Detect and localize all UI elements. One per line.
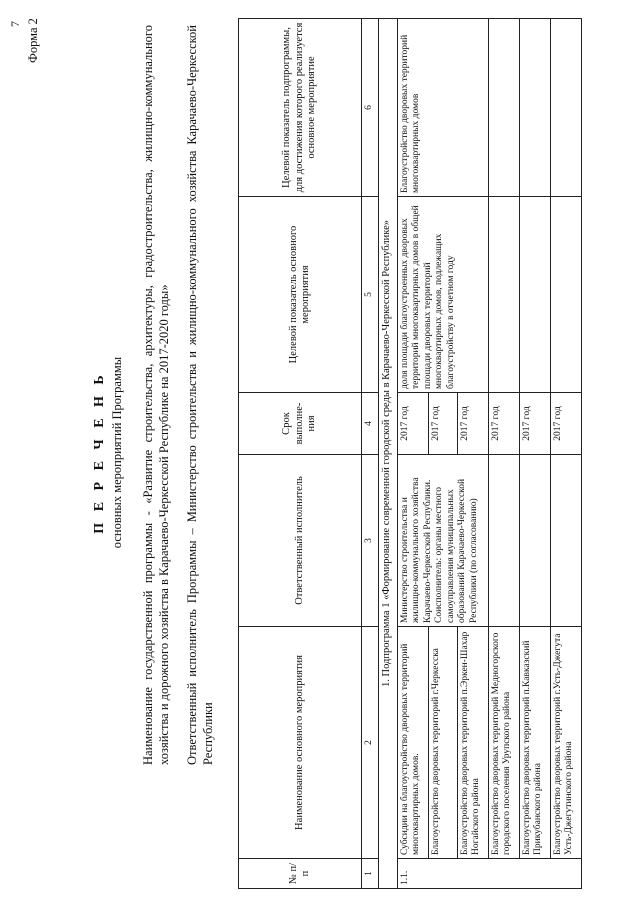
- empty-cell: [488, 455, 519, 627]
- term-cell: 2017 год: [428, 393, 457, 455]
- program-indicator-cell: Благоустройство дворовых территорий многоквартирных домов: [397, 19, 488, 197]
- indicator-cell: доля площади благоустроенных дворовых территорий многоквартирных домов в общей площади дворовых территорий многоквартирных домов, подлежащих благоустройству в отчетном году: [397, 197, 488, 393]
- column-number: 2: [362, 627, 379, 859]
- empty-cell: [519, 197, 550, 393]
- header-num: № п/п: [239, 859, 362, 889]
- empty-cell: [550, 197, 581, 393]
- document-subtitle: основных мероприятий Программы: [110, 356, 124, 549]
- section-row: [378, 19, 397, 889]
- program-name-paragraph: Наименование государственной программы - «Развитие строительства, архитектуры, градостроительства, жилищно-коммунального хозяйства и дорожного хозяйства в Карачаево-Черкесской Республике на 2017-2020 годы»: [141, 25, 171, 765]
- column-number: 4: [362, 393, 379, 455]
- empty-cell: [550, 455, 581, 627]
- measure-name: Благоустройство дворовых территорий г.Черкесска: [428, 627, 457, 859]
- header-name: Наименование основного мероприятия: [239, 627, 362, 859]
- term-cell: 2017 год: [519, 393, 550, 455]
- document-title: П Е Р Е Ч Е Н Ь: [92, 371, 107, 534]
- executor-paragraph: Ответственный исполнитель Программы – Министерство строительства и жилищно-коммунального хозяйства Карачаево-Черкесской Республики: [185, 25, 215, 765]
- header-term: Срок выполне-ния: [239, 393, 362, 455]
- measure-name: Благоустройство дворовых территорий г.Усть-Джегута Усть-Джегутинского района: [550, 627, 581, 859]
- empty-cell: [519, 455, 550, 627]
- empty-cell: [519, 19, 550, 197]
- header-program-indicator: Целевой показатель подпрограммы, для достижения которого реализуется основное мероприятие: [239, 19, 362, 197]
- measure-name: Благоустройство дворовых территорий п.Кавказский Прикубанского района: [519, 627, 550, 859]
- measure-name: Благоустройство дворовых территорий п.Эркен-Шахар Ногайского района: [457, 627, 488, 859]
- page-number: 7: [8, 21, 22, 27]
- term-cell: 2017 год: [397, 393, 428, 455]
- column-number: 1: [362, 859, 379, 889]
- term-cell: 2017 год: [550, 393, 581, 455]
- table-row: [550, 19, 581, 889]
- measures-table: [238, 18, 582, 889]
- header-indicator: Целевой показатель основного мероприятия: [239, 197, 362, 393]
- table-row: [397, 19, 428, 889]
- row-number: 1.1.: [397, 859, 581, 889]
- empty-cell: [488, 197, 519, 393]
- column-number: 3: [362, 455, 379, 627]
- section-title: 1. Подпрограмма 1 «Формирование современной городской среды в Карачаево-Черкесской Республике»: [378, 19, 397, 889]
- form-label: Форма 2: [26, 18, 40, 63]
- executor-cell: Министерство строительства и жилищно-коммунального хозяйства Карачаево-Черкесской Республики. Соисполнитель: органы местного самоуправления муниципальных образований Карачаево-Черкесской Республики (по согласованию): [397, 455, 488, 627]
- term-cell: 2017 год: [457, 393, 488, 455]
- empty-cell: [488, 19, 519, 197]
- table-row: [488, 19, 519, 889]
- measure-name: Благоустройство дворовых территорий Медногорского городского поселения Урупского района: [488, 627, 519, 859]
- column-number: 6: [362, 19, 379, 197]
- column-number-row: [362, 19, 379, 889]
- header-executor: Ответственный исполнитель: [239, 455, 362, 627]
- column-number: 5: [362, 197, 379, 393]
- table-header-row: [239, 19, 362, 889]
- table-row: [519, 19, 550, 889]
- empty-cell: [550, 19, 581, 197]
- measure-name: Субсидии на благоустройство дворовых территорий многоквартирных домов.: [397, 627, 428, 859]
- term-cell: 2017 год: [488, 393, 519, 455]
